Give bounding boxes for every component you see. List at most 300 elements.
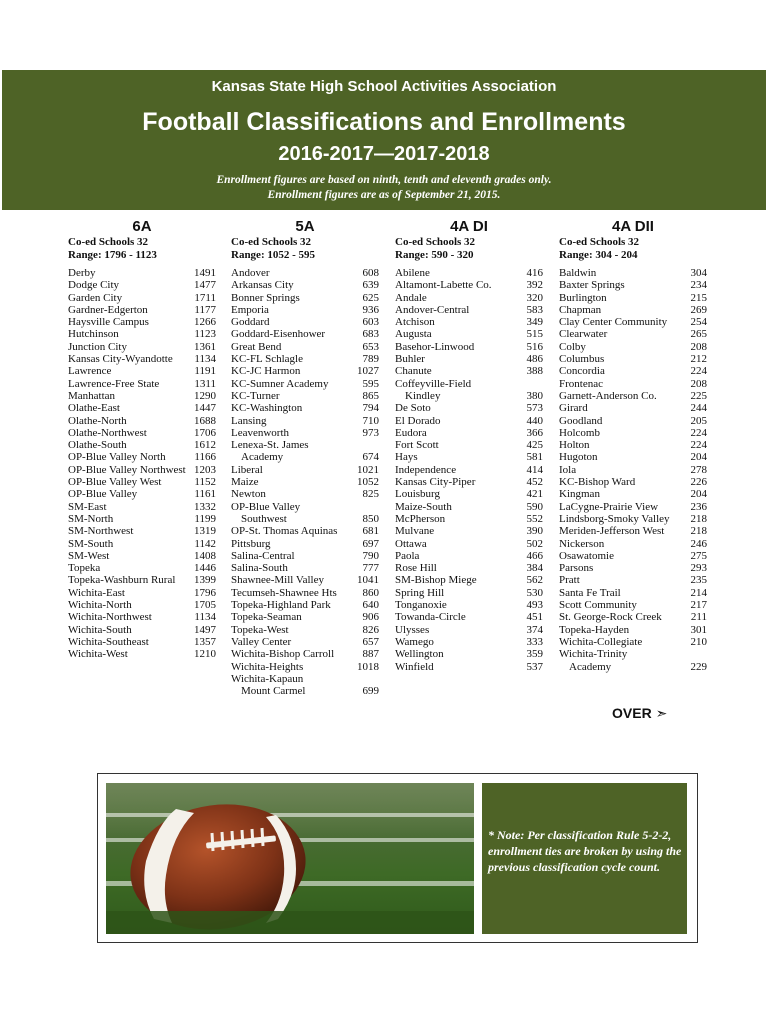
- enrollment-value: 224: [690, 426, 707, 439]
- column-title: 5A: [295, 218, 315, 235]
- school-row: [68, 439, 216, 451]
- enrollment-value: 234: [690, 279, 707, 292]
- football-photo: [106, 783, 474, 934]
- school-row: [231, 267, 379, 279]
- school-name: Eudora: [395, 426, 427, 439]
- school-row: [68, 415, 216, 427]
- school-row: [395, 550, 543, 562]
- school-name: Olathe-East: [68, 402, 120, 415]
- school-row: [395, 611, 543, 623]
- enrollment-value: 1177: [194, 303, 216, 316]
- enrollment-value: 275: [690, 549, 707, 562]
- school-row: [395, 451, 543, 463]
- enrollment-value: 906: [362, 611, 379, 624]
- school-list: [395, 267, 543, 673]
- school-name: Pittsburg: [231, 537, 271, 550]
- over-indicator: OVER ➣: [612, 705, 668, 721]
- school-row: [559, 599, 707, 611]
- enrollment-value: 1018: [357, 660, 379, 673]
- school-row: [559, 439, 707, 451]
- school-list: [68, 267, 216, 661]
- school-name: OP-Blue Valley North: [68, 451, 166, 464]
- enrollment-value: 452: [526, 476, 543, 489]
- classification-note-panel: [482, 783, 687, 934]
- enrollment-value: 865: [362, 389, 379, 402]
- school-name: Great Bend: [231, 340, 282, 353]
- school-row: [559, 562, 707, 574]
- school-row: [231, 574, 379, 586]
- school-name: Topeka-Seaman: [231, 611, 302, 624]
- school-row: [68, 501, 216, 513]
- school-row: [395, 341, 543, 353]
- school-name: SM-Northwest: [68, 525, 134, 538]
- school-row: [68, 451, 216, 463]
- school-row: [559, 488, 707, 500]
- enrollment-value: 212: [690, 353, 707, 366]
- school-row: [68, 341, 216, 353]
- school-name: Pratt: [559, 574, 580, 587]
- enrollment-value: 1142: [194, 537, 216, 550]
- enrollment-value: 1266: [194, 316, 216, 329]
- school-name: Towanda-Circle: [395, 611, 466, 624]
- school-name: Topeka: [68, 562, 101, 575]
- enrollment-range: Range: 1052 - 595: [231, 248, 316, 261]
- school-name: Frontenac: [559, 377, 603, 390]
- school-row: [231, 279, 379, 291]
- school-row: [395, 279, 543, 291]
- school-name: Baxter Springs: [559, 279, 625, 292]
- enrollment-value: 681: [362, 525, 379, 538]
- school-row: [68, 464, 216, 476]
- school-row: [559, 328, 707, 340]
- school-name: Parsons: [559, 562, 594, 575]
- school-row: [395, 501, 543, 513]
- enrollment-value: 208: [690, 340, 707, 353]
- school-name: Kindley: [405, 389, 441, 402]
- school-name: Santa Fe Trail: [559, 586, 621, 599]
- school-row: [559, 316, 707, 328]
- school-name: Maize-South: [395, 500, 452, 513]
- enrollment-value: 1166: [194, 451, 216, 464]
- school-name: Tecumseh-Shawnee Hts: [231, 586, 337, 599]
- enrollment-value: 573: [526, 402, 543, 415]
- school-row: [231, 685, 379, 697]
- school-name: Burlington: [559, 291, 607, 304]
- enrollment-value: 235: [690, 574, 707, 587]
- enrollment-value: 333: [526, 635, 543, 648]
- school-name: Wamego: [395, 635, 434, 648]
- school-row: [231, 501, 379, 513]
- enrollment-value: 226: [690, 476, 707, 489]
- school-row: [559, 648, 707, 660]
- school-row: [68, 624, 216, 636]
- school-row: [68, 279, 216, 291]
- school-name: Altamont-Labette Co.: [395, 279, 492, 292]
- school-name: Atchison: [395, 316, 435, 329]
- school-name: OP-St. Thomas Aquinas: [231, 525, 338, 538]
- enrollment-value: 214: [690, 586, 707, 599]
- enrollment-value: 683: [362, 328, 379, 341]
- school-name: Emporia: [231, 303, 269, 316]
- enrollment-value: 414: [526, 463, 543, 476]
- column-5a: [231, 218, 379, 697]
- coed-count: Co-ed Schools 32: [68, 236, 149, 248]
- school-name: Clearwater: [559, 328, 608, 341]
- school-name: Spring Hill: [395, 586, 445, 599]
- school-name: SM-West: [68, 549, 110, 562]
- enrollment-value: 1152: [194, 476, 216, 489]
- enrollment-value: 236: [690, 500, 707, 513]
- enrollment-value: 1446: [194, 562, 216, 575]
- school-row: [395, 365, 543, 377]
- school-row: [559, 525, 707, 537]
- school-name: Kansas City-Piper: [395, 476, 476, 489]
- enrollment-value: 224: [690, 365, 707, 378]
- school-name: Manhattan: [68, 389, 116, 402]
- school-row: [68, 353, 216, 365]
- school-name: Topeka-West: [231, 623, 289, 636]
- enrollment-value: 218: [690, 512, 707, 525]
- enrollment-value: 217: [690, 599, 707, 612]
- school-row: [231, 611, 379, 623]
- school-name: SM-North: [68, 512, 114, 525]
- enrollment-value: 1361: [194, 340, 216, 353]
- school-row: [68, 476, 216, 488]
- school-row: [559, 501, 707, 513]
- footnote-box: [97, 773, 698, 943]
- school-name: Kansas City-Wyandotte: [68, 353, 173, 366]
- school-row: [395, 587, 543, 599]
- school-row: [231, 451, 379, 463]
- school-name: Derby: [68, 267, 96, 279]
- enrollment-value: 699: [362, 685, 379, 698]
- school-row: [559, 292, 707, 304]
- school-row: [395, 328, 543, 340]
- school-name: Chapman: [559, 303, 602, 316]
- school-row: [68, 488, 216, 500]
- school-row: [68, 378, 216, 390]
- school-row: [68, 525, 216, 537]
- school-name: Topeka-Hayden: [559, 623, 630, 636]
- coed-count: Co-ed Schools 32: [231, 236, 312, 248]
- enrollment-value: 1134: [194, 353, 216, 366]
- school-row: [559, 427, 707, 439]
- school-name: Topeka-Highland Park: [231, 599, 331, 612]
- enrollment-value: 850: [362, 512, 379, 525]
- school-name: El Dorado: [395, 414, 441, 427]
- enrollment-value: 516: [526, 340, 543, 353]
- school-name: Independence: [395, 463, 457, 476]
- enrollment-value: 374: [526, 623, 543, 636]
- school-row: [68, 550, 216, 562]
- school-name: Scott Community: [559, 599, 637, 612]
- school-name: OP-Blue Valley West: [68, 476, 162, 489]
- school-name: Mulvane: [395, 525, 435, 538]
- school-row: [395, 390, 543, 402]
- enrollment-value: 552: [526, 512, 543, 525]
- school-name: Lindsborg-Smoky Valley: [559, 512, 670, 525]
- school-row: [395, 464, 543, 476]
- school-name: KC-Washington: [231, 402, 303, 415]
- enrollment-value: 697: [362, 537, 379, 550]
- enrollment-value: 349: [526, 316, 543, 329]
- school-name: Wichita-Northwest: [68, 611, 152, 624]
- enrollment-value: 887: [362, 648, 379, 661]
- enrollment-value: 359: [526, 648, 543, 661]
- enrollment-value: 392: [526, 279, 543, 292]
- school-row: [395, 476, 543, 488]
- school-row: [559, 587, 707, 599]
- school-row: [231, 525, 379, 537]
- enrollment-value: 1027: [357, 365, 379, 378]
- school-name: Salina-Central: [231, 549, 295, 562]
- school-row: [395, 661, 543, 673]
- school-row: [559, 636, 707, 648]
- enrollment-value: 244: [690, 402, 707, 415]
- school-row: [559, 402, 707, 414]
- page-title: Football Classifications and Enrollments: [142, 108, 626, 136]
- enrollment-value: 1497: [194, 623, 216, 636]
- school-name: Junction City: [68, 340, 127, 353]
- school-row: [231, 648, 379, 660]
- school-name: Basehor-Linwood: [395, 340, 475, 353]
- school-name: Tonganoxie: [395, 599, 447, 612]
- enrollment-value: 674: [362, 451, 379, 464]
- school-name: St. George-Rock Creek: [559, 611, 662, 624]
- school-row: [231, 304, 379, 316]
- school-row: [559, 365, 707, 377]
- school-name: Lansing: [231, 414, 267, 427]
- school-row: [231, 636, 379, 648]
- school-row: [68, 574, 216, 586]
- school-name: Academy: [569, 660, 612, 673]
- school-name: Nickerson: [559, 537, 605, 550]
- enrollment-value: 1123: [194, 328, 216, 341]
- enrollment-value: 1021: [357, 463, 379, 476]
- column-title: 6A: [132, 218, 152, 235]
- school-row: [231, 427, 379, 439]
- column-4a-di: [395, 218, 543, 673]
- school-name: Ottawa: [395, 537, 427, 550]
- enrollment-value: 204: [690, 451, 707, 464]
- enrollment-value: 936: [362, 303, 379, 316]
- school-name: Southwest: [241, 512, 287, 525]
- school-row: [395, 378, 543, 390]
- school-name: Goodland: [559, 414, 603, 427]
- school-name: Maize: [231, 476, 259, 489]
- enrollment-value: 1203: [194, 463, 216, 476]
- enrollment-value: 590: [526, 500, 543, 513]
- school-row: [68, 611, 216, 623]
- enrollment-value: 1311: [194, 377, 216, 390]
- school-name: De Soto: [395, 402, 431, 415]
- enrollment-value: 657: [362, 635, 379, 648]
- school-row: [559, 476, 707, 488]
- enrollment-value: 388: [526, 365, 543, 378]
- enrollment-value: 1399: [194, 574, 216, 587]
- enrollment-value: 218: [690, 525, 707, 538]
- enrollment-value: 1705: [194, 599, 216, 612]
- enrollment-value: 1408: [194, 549, 216, 562]
- enrollment-value: 1191: [194, 365, 216, 378]
- enrollment-value: 1711: [194, 291, 216, 304]
- school-row: [231, 624, 379, 636]
- school-name: OP-Blue Valley: [231, 500, 301, 513]
- enrollment-range: Range: 304 - 204: [559, 248, 638, 261]
- enrollment-value: 416: [526, 267, 543, 279]
- school-name: Garnett-Anderson Co.: [559, 389, 657, 402]
- school-name: SM-South: [68, 537, 114, 550]
- school-row: [68, 636, 216, 648]
- header-banner: [2, 70, 766, 210]
- enrollment-value: 1161: [194, 488, 216, 501]
- school-name: Wichita-Kapaun: [231, 672, 304, 685]
- school-row: [395, 439, 543, 451]
- football-icon: [106, 783, 474, 934]
- enrollment-value: 1357: [194, 635, 216, 648]
- enrollment-range: Range: 590 - 320: [395, 248, 474, 261]
- school-name: Meriden-Jefferson West: [559, 525, 665, 538]
- school-row: [231, 365, 379, 377]
- enrollment-value: 210: [690, 635, 707, 648]
- school-name: Andover: [231, 267, 270, 279]
- school-name: Chanute: [395, 365, 432, 378]
- school-name: SM-Bishop Miege: [395, 574, 477, 587]
- school-name: Kingman: [559, 488, 600, 501]
- school-row: [231, 673, 379, 685]
- enrollment-value: 1210: [194, 648, 216, 661]
- school-name: Buhler: [395, 353, 425, 366]
- enrollment-value: 595: [362, 377, 379, 390]
- enrollment-value: 826: [362, 623, 379, 636]
- enrollment-value: 390: [526, 525, 543, 538]
- school-row: [231, 599, 379, 611]
- school-row: [559, 574, 707, 586]
- school-name: Wichita-Collegiate: [559, 635, 643, 648]
- school-name: Holton: [559, 439, 590, 452]
- enrollment-value: 205: [690, 414, 707, 427]
- school-name: Colby: [559, 340, 586, 353]
- school-name: Olathe-South: [68, 439, 127, 452]
- school-name: Arkansas City: [231, 279, 294, 292]
- school-name: Hugoton: [559, 451, 598, 464]
- enrollment-value: 380: [526, 389, 543, 402]
- school-name: Wichita-Trinity: [559, 648, 628, 661]
- school-row: [395, 488, 543, 500]
- coed-count: Co-ed Schools 32: [559, 236, 640, 248]
- school-years: 2016-2017—2017-2018: [278, 143, 490, 165]
- school-row: [68, 328, 216, 340]
- school-name: Wichita-East: [68, 586, 125, 599]
- enrollment-value: 710: [362, 414, 379, 427]
- school-row: [68, 538, 216, 550]
- school-name: LaCygne-Prairie View: [559, 500, 659, 513]
- enrollment-value: 466: [526, 549, 543, 562]
- school-row: [68, 316, 216, 328]
- enrollment-value: 789: [362, 353, 379, 366]
- school-row: [68, 304, 216, 316]
- school-row: [559, 353, 707, 365]
- column-title: 4A DI: [450, 218, 488, 235]
- school-name: Hutchinson: [68, 328, 119, 341]
- enrollment-value: 1332: [194, 500, 216, 513]
- school-name: Liberal: [231, 463, 263, 476]
- school-name: Abilene: [395, 267, 430, 279]
- school-row: [68, 427, 216, 439]
- school-row: [231, 562, 379, 574]
- school-name: Fort Scott: [395, 439, 439, 452]
- enrollment-value: 515: [526, 328, 543, 341]
- school-row: [395, 513, 543, 525]
- school-row: [559, 624, 707, 636]
- school-row: [231, 538, 379, 550]
- school-name: OP-Blue Valley Northwest: [68, 463, 186, 476]
- enrollment-value: 860: [362, 586, 379, 599]
- school-row: [395, 562, 543, 574]
- school-list: [231, 267, 379, 697]
- school-name: Louisburg: [395, 488, 441, 501]
- school-row: [559, 451, 707, 463]
- school-row: [231, 341, 379, 353]
- school-name: Garden City: [68, 291, 123, 304]
- school-name: Girard: [559, 402, 588, 415]
- school-name: SM-East: [68, 500, 107, 513]
- enrollment-value: 366: [526, 426, 543, 439]
- school-name: Holcomb: [559, 426, 600, 439]
- school-name: Concordia: [559, 365, 605, 378]
- school-list: [559, 267, 707, 673]
- enrollment-value: 562: [526, 574, 543, 587]
- school-row: [395, 304, 543, 316]
- enrollment-value: 625: [362, 291, 379, 304]
- enrollment-value: 537: [526, 660, 543, 673]
- school-row: [68, 587, 216, 599]
- enrollment-value: 825: [362, 488, 379, 501]
- column-title: 4A DII: [612, 218, 654, 235]
- school-row: [395, 599, 543, 611]
- school-row: [231, 476, 379, 488]
- school-name: Clay Center Community: [559, 316, 668, 329]
- school-row: [231, 550, 379, 562]
- enrollment-value: 608: [362, 267, 379, 279]
- school-name: Winfield: [395, 660, 434, 673]
- school-name: Topeka-Washburn Rural: [68, 574, 176, 587]
- enrollment-value: 1447: [194, 402, 216, 415]
- enrollment-value: 225: [690, 389, 707, 402]
- school-row: [559, 267, 707, 279]
- school-name: Augusta: [395, 328, 432, 341]
- school-name: Wichita-Bishop Carroll: [231, 648, 335, 661]
- school-name: Goddard: [231, 316, 270, 329]
- enrollment-value: 301: [690, 623, 707, 636]
- enrollment-value: 493: [526, 599, 543, 612]
- enrollment-range: Range: 1796 - 1123: [68, 248, 157, 261]
- school-row: [231, 488, 379, 500]
- enrollment-value: 502: [526, 537, 543, 550]
- school-row: [559, 279, 707, 291]
- school-name: Andover-Central: [395, 303, 470, 316]
- school-name: Wichita-North: [68, 599, 132, 612]
- school-row: [395, 427, 543, 439]
- column-6a: [68, 218, 216, 661]
- school-row: [68, 390, 216, 402]
- school-name: Newton: [231, 488, 266, 501]
- school-name: KC-FL Schlagle: [231, 353, 303, 366]
- school-name: Lawrence: [68, 365, 112, 378]
- enrollment-value: 211: [690, 611, 707, 624]
- school-row: [395, 538, 543, 550]
- school-name: KC-JC Harmon: [231, 365, 301, 378]
